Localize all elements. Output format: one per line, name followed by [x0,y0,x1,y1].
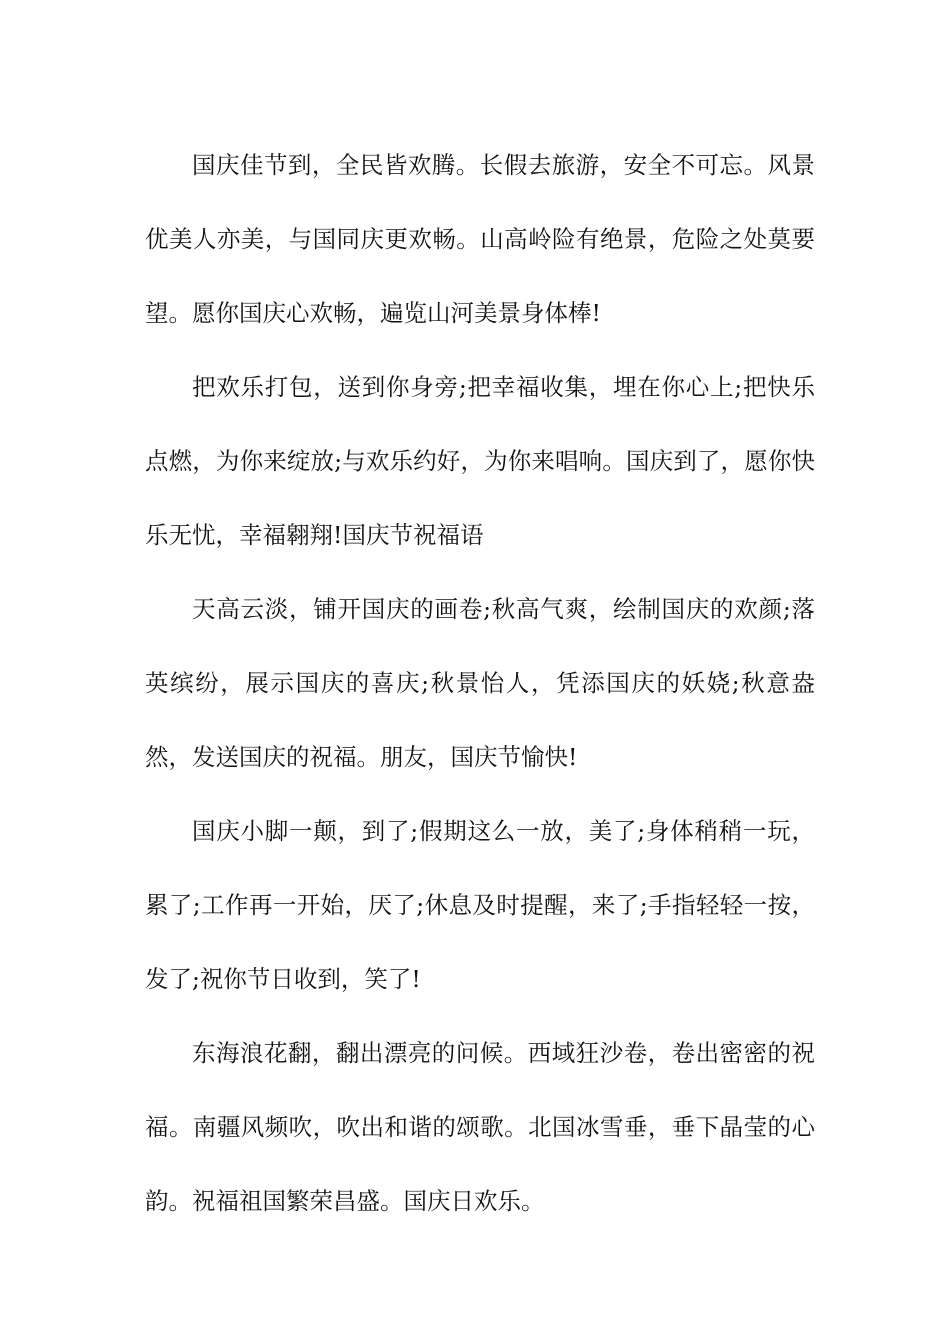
paragraph-4: 国庆小脚一颠，到了;假期这么一放，美了;身体稍稍一玩，累了;工作再一开始，厌了;休息及时提醒，来了;手指轻轻一按，发了;祝你节日收到，笑了! [145,817,815,993]
paragraph-1: 国庆佳节到，全民皆欢腾。长假去旅游，安全不可忘。风景优美人亦美，与国同庆更欢畅。山高岭险有绝景，危险之处莫要望。愿你国庆心欢畅，遍览山河美景身体棒! [145,151,815,327]
paragraph-3: 天高云淡，铺开国庆的画卷;秋高气爽，绘制国庆的欢颜;落英缤纷，展示国庆的喜庆;秋景怡人，凭添国庆的妖娆;秋意盎然，发送国庆的祝福。朋友，国庆节愉快! [145,595,815,771]
document-body [145,128,815,1238]
paragraph-5: 东海浪花翻，翻出漂亮的问候。西域狂沙卷，卷出密密的祝福。南疆风频吹，吹出和谐的颂歌。北国冰雪垂，垂下晶莹的心韵。祝福祖国繁荣昌盛。国庆日欢乐。 [145,1039,815,1215]
paragraph-2: 把欢乐打包，送到你身旁;把幸福收集，埋在你心上;把快乐点燃，为你来绽放;与欢乐约好，为你来唱响。国庆到了，愿你快乐无忧，幸福翱翔!国庆节祝福语 [145,373,815,549]
